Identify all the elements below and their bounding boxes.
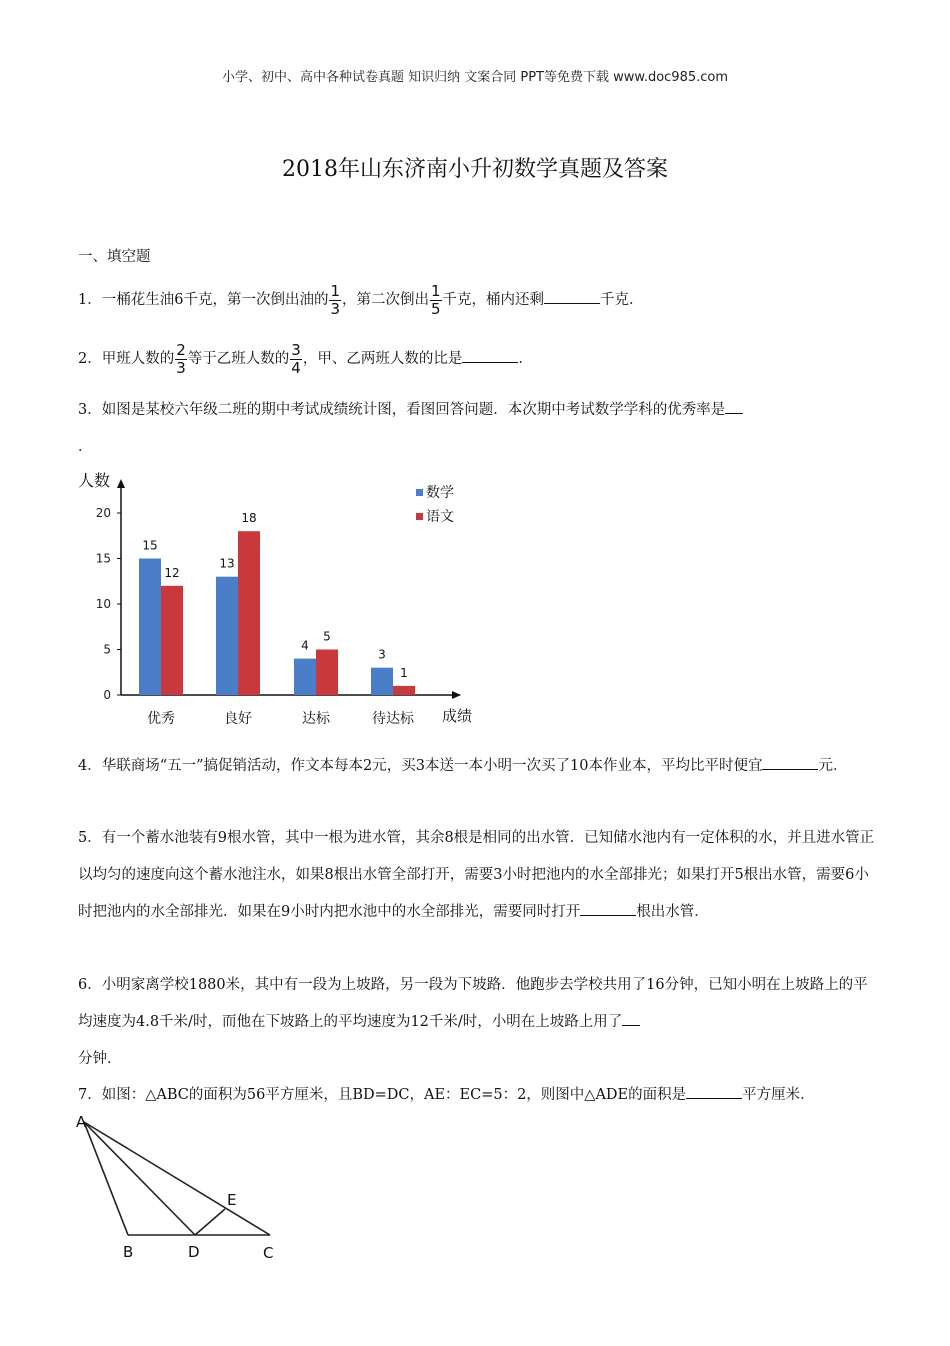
page-title: 2018年山东济南小升初数学真题及答案 [282,157,668,182]
q3-end: ． [78,439,93,455]
legend-label: 数学 [426,485,454,501]
q5-end: 根出水管． [636,904,709,920]
y-tick-label: 20 [95,506,111,520]
q6-text: 6．小明家离学校1880米，其中有一段为上坡路，另一段为下坡路．他跑步去学校共用了16分钟，已知小明在上坡路上的平均速度为4.8千米/时，而他在下坡路上的平均速度为12千米/时，小明在上坡路上用了 [78,977,868,1030]
bar-value-label: 12 [164,565,180,580]
q3-answer-blank[interactable] [725,399,743,414]
bar-value-label: 13 [219,556,235,571]
q2-text-c: ，甲、乙两班人数的比是 [302,351,463,367]
y-axis-label: 人数 [78,471,111,490]
question-7 [78,1077,876,1114]
y-tick-label: 0 [103,688,111,702]
legend-label: 语文 [426,509,454,525]
category-label: 待达标 [372,711,414,727]
label-e: E [227,1191,237,1209]
label-b: B [123,1243,134,1261]
x-axis-arrow [452,691,461,699]
y-axis-arrow [117,479,125,488]
question-5 [78,820,876,931]
bar-value-label: 15 [142,538,158,553]
question-4 [78,748,876,785]
question-6 [78,967,876,1078]
bar-value-label: 5 [323,629,331,644]
q2-text-b: 等于乙班人数的 [187,351,290,367]
category-label: 优秀 [147,711,175,727]
bar-chinese [161,586,183,695]
q1-fraction-1 [329,283,341,318]
legend-swatch [416,489,423,496]
bar-value-label: 18 [241,511,257,526]
bar-value-label: 3 [378,647,386,662]
segment-ac [84,1122,270,1235]
bar-chinese [316,650,338,696]
bar-math [216,577,238,695]
q3-text: 3．如图是某校六年级二班的期中考试成绩统计图，看图回答问题．本次期中考试数学学科的优秀率是 [78,402,726,418]
bar-value-label: 1 [400,665,408,680]
y-tick-label: 5 [103,642,111,657]
y-tick-label: 15 [95,551,111,566]
page-header: 小学、初中、高中各种试卷真题 知识归纳 文案合同 PPT等免费下载 www.doc985.com [221,70,729,85]
bar-math [139,559,161,696]
q1-f1-den: 3 [330,299,340,318]
q5-text: 5．有一个蓄水池装有9根水管，其中一根为进水管，其余8根是相同的出水管．已知储水池内有一定体积的水，并且进水管正以均匀的速度向这个蓄水池注水，如果8根出水管全部打开，需要3小时把池内的水全部排光；如果打开5根出水管，需要6小时把池内的水全部排光．如果在9小时内把水池中的水全部排光，需要同时打开 [78,830,875,920]
question-2 [78,341,876,378]
bar-value-label: 4 [301,638,309,653]
q2-text-d: ． [518,351,533,367]
q7-answer-blank[interactable] [686,1084,742,1099]
segment-ab [84,1122,128,1235]
q1-text-d: 千克． [600,292,644,308]
triangle-figure [70,1110,290,1270]
q7-end: 平方厘米． [742,1087,815,1103]
q2-f1-den: 3 [176,358,186,377]
q1-text-a: 1．一桶花生油6千克，第一次倒出油的 [78,292,329,308]
section-heading: 一、填空题 [78,249,151,265]
bar-math [294,659,316,695]
category-label: 达标 [302,711,330,727]
q2-f2-den: 4 [291,358,301,377]
q1-fraction-2 [430,283,442,318]
q1-answer-blank[interactable] [544,289,600,304]
q1-text-b: ，第二次倒出 [342,292,429,308]
q2-f2-num: 3 [291,340,301,359]
bar-chart [70,462,490,737]
bar-math [371,668,393,695]
q6-end: 分钟． [78,1051,122,1067]
q2-fraction-2 [290,342,302,377]
q4-end: 元． [818,758,848,774]
q2-f1-num: 2 [176,340,186,359]
bar-chinese [393,686,415,695]
q7-text: 7．如图：△ABC的面积为56平方厘米，且BD=DC，AE：EC=5：2，则图中△ADE的面积是 [78,1087,687,1103]
y-tick-label: 10 [95,597,111,611]
question-1 [78,282,876,319]
q5-answer-blank[interactable] [580,901,636,916]
category-label: 良好 [224,711,252,727]
label-c: C [263,1244,274,1262]
q2-text-a: 2．甲班人数的 [78,351,175,367]
q4-text: 4．华联商场“五一”搞促销活动，作文本每本2元，买3本送一本小明一次买了10本作业本，平均比平时便宜 [78,758,763,774]
q1-f2-num: 1 [431,281,441,300]
question-3 [78,392,876,466]
x-axis-label: 成绩 [442,707,473,725]
segment-de [195,1209,225,1235]
label-a: A [76,1113,87,1131]
q2-fraction-1 [175,342,187,377]
q1-text-c: 千克，桶内还剩 [442,292,545,308]
legend-swatch [416,513,423,520]
q1-f2-den: 5 [431,299,441,318]
bar-chinese [238,531,260,695]
q4-answer-blank[interactable] [762,755,818,770]
q1-f1-num: 1 [330,281,340,300]
label-d: D [188,1243,200,1261]
q6-answer-blank[interactable] [622,1011,640,1026]
q2-answer-blank[interactable] [462,348,518,363]
